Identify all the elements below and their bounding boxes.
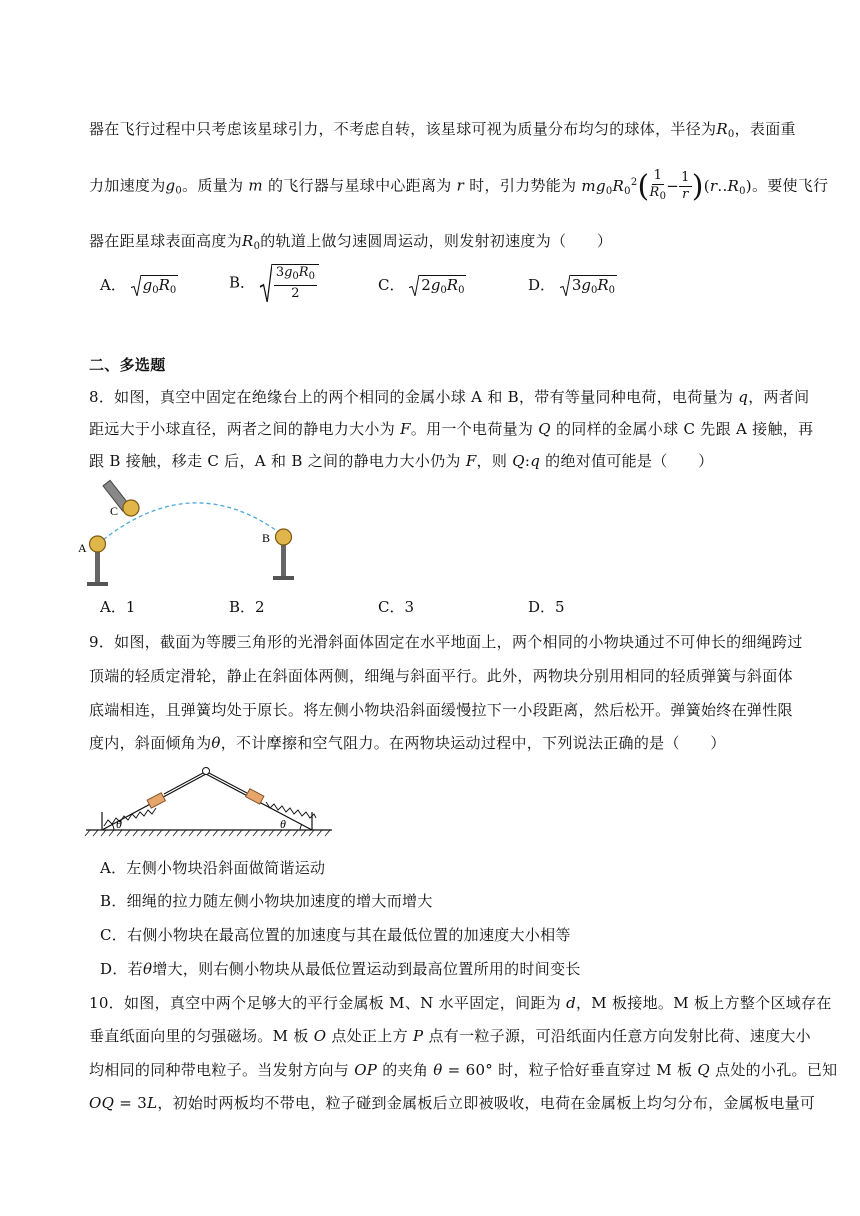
potential-energy-formula: $mg_0R_0^2$( $\frac{1}{R_0}$ − $\frac{1}{r}$ )$(r..R_0)$ <box>581 168 752 204</box>
q9-option-a[interactable]: A．左侧小物块沿斜面做简谐运动 <box>100 859 326 877</box>
pulley <box>203 768 210 775</box>
q8-line-1: 8．如图，真空中固定在绝缘台上的两个相同的金属小球 A 和 B，带有等量同种电荷，电荷量为 q，两者间 <box>89 388 810 406</box>
q7-line-1: 器在飞行过程中只考虑该星球引力，不考虑自转，该星球可视为质量分布均匀的球体，半径为$R_0$，表面重 <box>89 120 796 140</box>
q9-option-d[interactable]: D．若θ增大，则右侧小物块从最低位置运动到最高位置所用的时间变长 <box>100 960 581 978</box>
label-a: A <box>78 541 87 555</box>
q7-option-b[interactable]: B． $\frac{3g_0R_0}{2}$ <box>229 264 319 302</box>
q8-line-3: 跟 B 接触，移走 C 后，A 和 B 之间的静电力大小仍为 F，则 Q:q 的绝对值可能是（ ） <box>89 452 714 470</box>
q10-line-2: 垂直纸面向里的匀强磁场。M 板 O 点处正上方 P 点有一粒子源，可沿纸面内任意方向发射比荷、速度大小 <box>89 1027 811 1045</box>
label-b: B <box>262 531 271 545</box>
ball-c <box>123 500 139 516</box>
q7-option-c[interactable]: C． $2g_0R_0$ <box>378 276 465 296</box>
q9-line-4: 度内，斜面倾角为θ，不计摩擦和空气阻力。在两物块运动过程中，下列说法正确的是（ ） <box>89 734 726 752</box>
q8-option-b[interactable]: B．2 <box>229 598 265 616</box>
q8-option-c[interactable]: C．3 <box>378 598 415 616</box>
q10-line-4: OQ = 3L，初始时两板均不带电，粒子碰到金属板后立即被吸收，电荷在金属板上均匀分布，金属板电量可 <box>89 1094 816 1112</box>
q9-line-1: 9．如图，截面为等腰三角形的光滑斜面体固定在水平地面上，两个相同的小物块通过不可伸长的细绳跨过 <box>89 633 803 651</box>
label-c: C <box>110 504 119 518</box>
q8-option-a[interactable]: A．1 <box>100 598 136 616</box>
left-block <box>147 793 165 808</box>
ball-a <box>90 536 106 552</box>
theta-right: θ <box>280 817 286 831</box>
q7-line-3: 器在距星球表面高度为$R_0$的轨道上做匀速圆周运动，则发射初速度为（ ） <box>89 232 613 252</box>
q10-line-3: 均相同的同种带电粒子。当发射方向与 OP 的夹角 θ = 60° 时，粒子恰好垂直穿过 M 板 Q 点处的小孔。已知 <box>89 1061 838 1079</box>
q8-figure <box>74 476 314 592</box>
q7-line-2: 力加速度为$g_0$。质量为 m 的飞行器与星球中心距离为 r 时，引力势能为 $mg_0R_0^2$( $\frac{1}{R_0}$ − $\frac{1}{r}$ )$(r..R_0)$。要使飞行 <box>89 168 829 204</box>
left-spring <box>104 808 156 826</box>
theta-left: θ <box>116 817 122 831</box>
q9-line-3: 底端相连，且弹簧均处于原长。将左侧小物块沿斜面缓慢拉下一小段距离，然后松开。弹簧始终在弹性限 <box>89 701 793 719</box>
q7-option-d[interactable]: D． $3g_0R_0$ <box>528 276 616 296</box>
q8-line-2: 距远大于小球直径，两者之间的静电力大小为 F。用一个电荷量为 Q 的同样的金属小球 C 先跟 A 接触，再 <box>89 420 814 438</box>
q10-line-1: 10．如图，真空中两个足够大的平行金属板 M、N 水平固定，间距为 d，M 板接地。M 板上方整个区域存在 <box>89 994 832 1012</box>
q8-option-d[interactable]: D．5 <box>528 598 565 616</box>
stand-b <box>281 544 286 576</box>
right-block <box>246 789 264 804</box>
q9-option-c[interactable]: C．右侧小物块在最高位置的加速度与其在最低位置的加速度大小相等 <box>100 926 571 944</box>
q9-line-2: 顶端的轻质定滑轮，静止在斜面体两侧，细绳与斜面平行。此外，两物块分别用相同的轻质弹簧与斜面体 <box>89 667 793 685</box>
q9-option-b[interactable]: B．细绳的拉力随左侧小物块加速度的增大而增大 <box>100 892 433 910</box>
ball-b <box>276 529 292 545</box>
q7-option-a[interactable]: A． $g_0R_0$ <box>100 276 177 296</box>
stand-a <box>95 552 100 582</box>
q9-figure <box>84 762 334 842</box>
section-heading: 二、多选题 <box>89 356 166 374</box>
